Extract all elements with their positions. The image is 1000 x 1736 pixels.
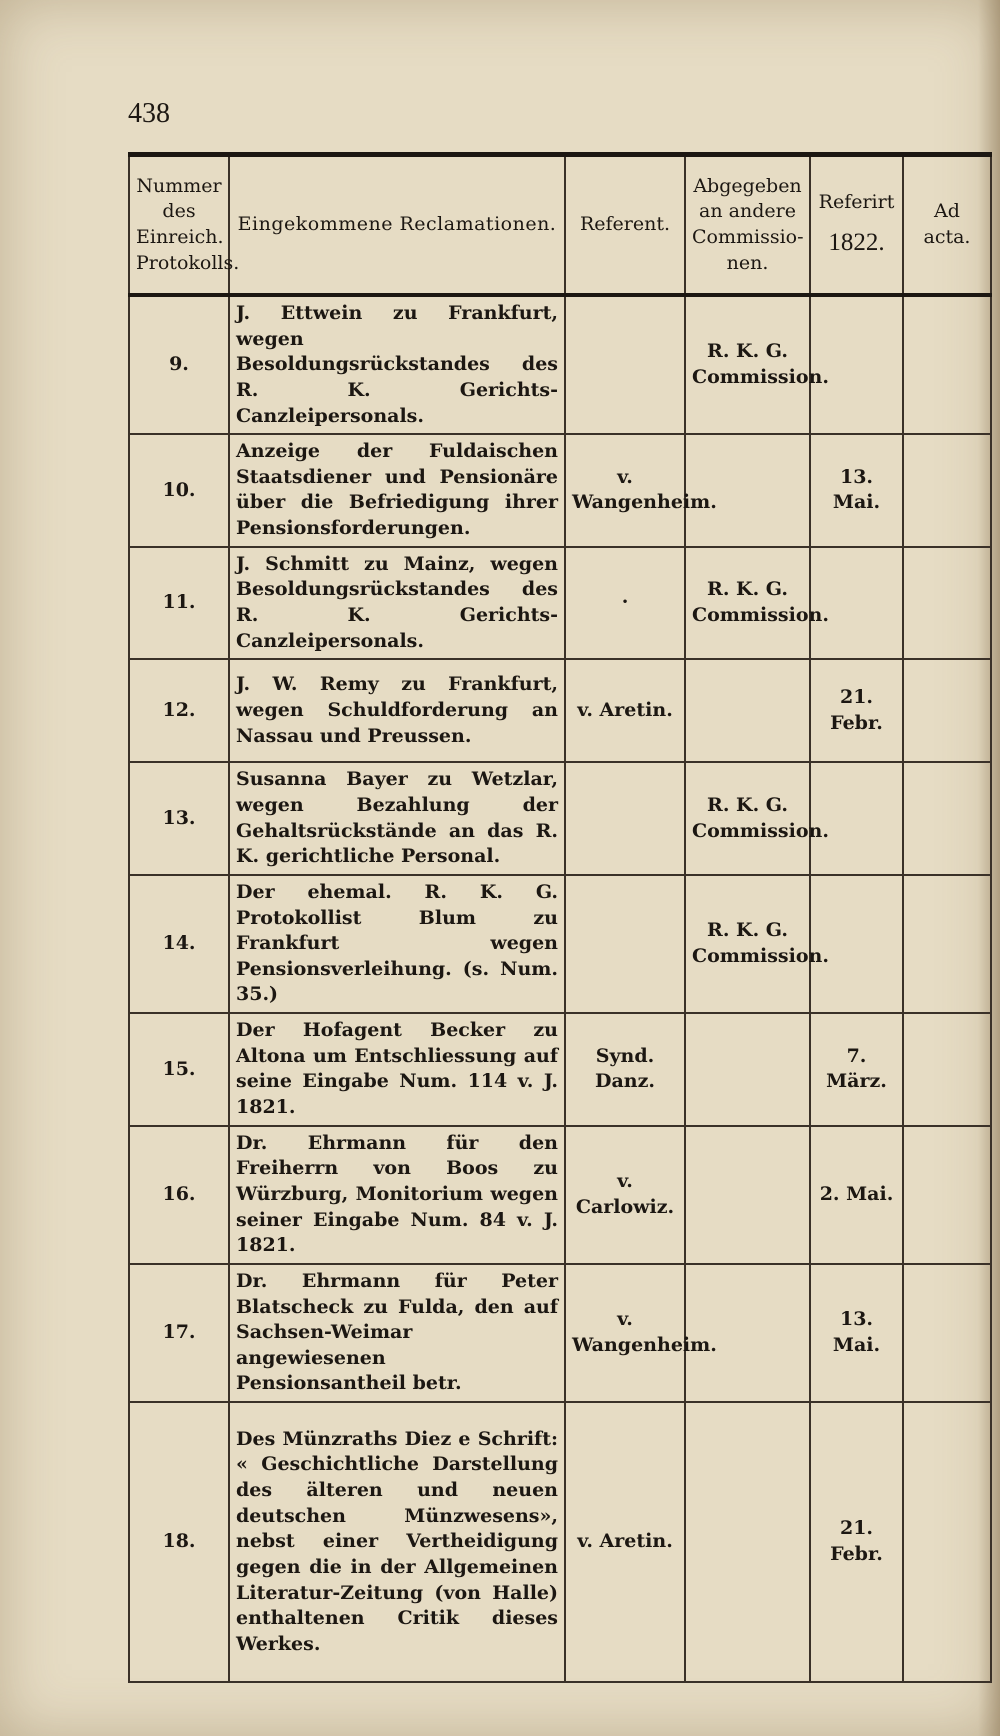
header-referirt-year: 1822. [828,228,885,256]
row-number: 10. [129,434,229,547]
row-commission: R. K. G. Commission. [685,762,810,875]
row-number: 16. [129,1126,229,1264]
row-referent: v. Aretin. [565,659,685,762]
row-commission [685,1013,810,1126]
header-referirt-label: Referirt [818,191,895,214]
row-number: 12. [129,659,229,762]
row-referent: v. Carlowiz. [565,1126,685,1264]
row-ad-acta [903,875,991,1013]
header-referirt [810,155,903,296]
row-ad-acta [903,762,991,875]
row-reclamation: Des Münzraths Diez e Schrift: « Geschichtliche Darstellung des älteren und neuen deutschen Münzwesens», nebst einer Vertheidigung gegen die in der Allgemeinen Literatur-Zeitung (von Halle) enthaltenen Critik dieses Werkes. [229,1402,565,1682]
table-row [129,547,991,660]
reclamation-register-table [128,152,992,1683]
row-referirt [810,762,903,875]
row-referent [565,295,685,434]
row-referirt: 21. Febr. [810,659,903,762]
row-referirt: 13. Mai. [810,1264,903,1402]
table-row [129,1264,991,1402]
row-commission: R. K. G. Commission. [685,295,810,434]
row-reclamation: Susanna Bayer zu Wetzlar, wegen Bezahlung der Gehaltsrückstände an das R. K. gerichtliche Personal. [229,762,565,875]
table-row [129,1126,991,1264]
row-commission: R. K. G. Commission. [685,547,810,660]
row-reclamation: J. W. Remy zu Frankfurt, wegen Schuldforderung an Nassau und Preussen. [229,659,565,762]
table-row [129,434,991,547]
row-referent [565,762,685,875]
row-reclamation: Dr. Ehrmann für Peter Blatscheck zu Fulda, den auf Sachsen-Weimar angewiesenen Pensionsantheil betr. [229,1264,565,1402]
row-referent: v. Wangenheim. [565,1264,685,1402]
row-reclamation: J. Schmitt zu Mainz, wegen Besoldungsrückstandes des R. K. Gerichts-Canzleipersonals. [229,547,565,660]
row-commission: R. K. G. Commission. [685,875,810,1013]
header-nummer: Nummer des Einreich. Protokolls. [129,155,229,296]
row-commission [685,1402,810,1682]
row-referent [565,875,685,1013]
row-referirt: 13. Mai. [810,434,903,547]
row-ad-acta [903,1013,991,1126]
row-commission [685,659,810,762]
header-ad-acta: Ad acta. [903,155,991,296]
row-ad-acta [903,1402,991,1682]
row-referirt: 7. März. [810,1013,903,1126]
row-referirt [810,875,903,1013]
header-referent: Referent. [565,155,685,296]
row-commission [685,1126,810,1264]
header-reclamationen: Eingekommene Reclamationen. [229,155,565,296]
table-header-row [129,155,991,296]
table-row [129,762,991,875]
row-ad-acta [903,659,991,762]
row-reclamation: J. Ettwein zu Frankfurt, wegen Besoldungsrückstandes des R. K. Gerichts-Canzleipersonals. [229,295,565,434]
row-referirt [810,295,903,434]
row-ad-acta [903,547,991,660]
row-number: 18. [129,1402,229,1682]
row-referirt: 2. Mai. [810,1126,903,1264]
row-commission [685,1264,810,1402]
row-number: 15. [129,1013,229,1126]
table-row [129,295,991,434]
page-number: 438 [128,98,170,129]
row-ad-acta [903,295,991,434]
row-reclamation: Der ehemal. R. K. G. Protokollist Blum zu Frankfurt wegen Pensionsverleihung. (s. Num. 35.) [229,875,565,1013]
row-reclamation: Dr. Ehrmann für den Freiherrn von Boos zu Würzburg, Monitorium wegen seiner Eingabe Num. 84 v. J. 1821. [229,1126,565,1264]
table-row [129,1402,991,1682]
row-reclamation: Anzeige der Fuldaischen Staatsdiener und Pensionäre über die Befriedigung ihrer Pensionsforderungen. [229,434,565,547]
row-referirt: 21. Febr. [810,1402,903,1682]
row-number: 11. [129,547,229,660]
row-referent: Synd. Danz. [565,1013,685,1126]
table-row [129,875,991,1013]
table-row [129,659,991,762]
row-number: 13. [129,762,229,875]
row-number: 17. [129,1264,229,1402]
row-number: 9. [129,295,229,434]
row-ad-acta [903,1126,991,1264]
row-referent: v. Aretin. [565,1402,685,1682]
table-row [129,1013,991,1126]
row-referent: · [565,547,685,660]
row-number: 14. [129,875,229,1013]
row-reclamation: Der Hofagent Becker zu Altona um Entschliessung auf seine Eingabe Num. 114 v. J. 1821. [229,1013,565,1126]
header-commission: Abgegeben an andere Commissio-nen. [685,155,810,296]
row-referent: v. Wangenheim. [565,434,685,547]
row-ad-acta [903,434,991,547]
row-ad-acta [903,1264,991,1402]
